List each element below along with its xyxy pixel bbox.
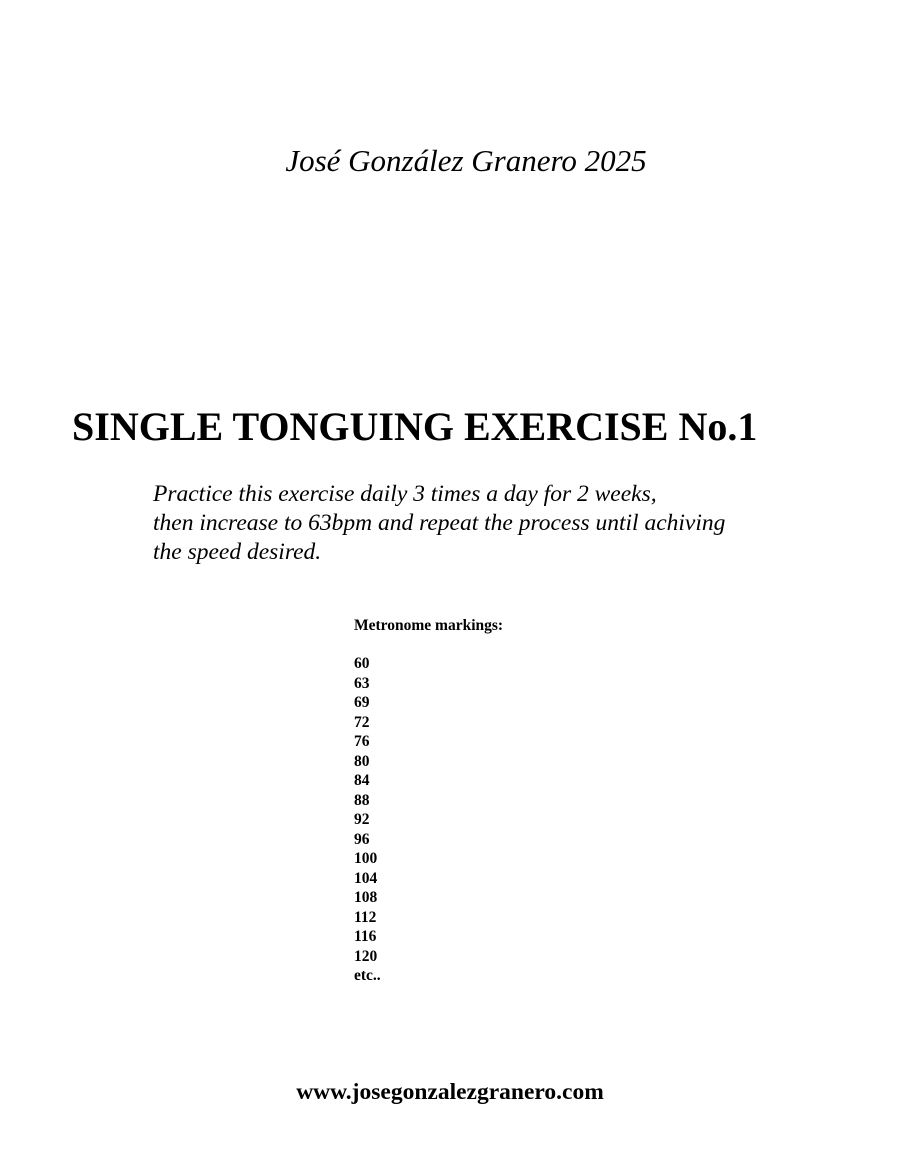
metronome-markings-block	[354, 616, 503, 986]
instruction-line: then increase to 63bpm and repeat the process until achiving	[153, 510, 726, 536]
metronome-marking: 84	[354, 772, 370, 789]
metronome-marking: 108	[354, 889, 378, 906]
metronome-marking: 76	[354, 733, 370, 750]
metronome-heading: Metronome markings:	[354, 617, 504, 634]
instruction-line: Practice this exercise daily 3 times a day for 2 weeks,	[153, 481, 657, 507]
metronome-marking: 80	[354, 752, 370, 770]
metronome-marking: 100	[354, 850, 378, 867]
website-link[interactable]: www.josegonzalezgranero.com	[296, 1079, 604, 1105]
metronome-markings-list	[354, 654, 503, 986]
metronome-marking: 69	[354, 694, 370, 711]
page-title: SINGLE TONGUING EXERCISE No.1	[72, 404, 758, 449]
practice-instructions	[153, 480, 873, 567]
metronome-marking: 104	[354, 869, 378, 887]
metronome-marking: 120	[354, 947, 378, 965]
metronome-marking: etc..	[354, 967, 381, 984]
metronome-marking: 112	[354, 908, 377, 926]
metronome-marking: 116	[354, 928, 377, 945]
instruction-line: the speed desired.	[153, 539, 322, 565]
metronome-marking: 88	[354, 791, 370, 809]
metronome-marking: 96	[354, 830, 370, 848]
author-line: José González Granero 2025	[285, 143, 647, 178]
metronome-marking: 60	[354, 655, 370, 672]
metronome-marking: 63	[354, 674, 370, 692]
metronome-marking: 92	[354, 811, 370, 828]
metronome-marking: 72	[354, 713, 370, 731]
